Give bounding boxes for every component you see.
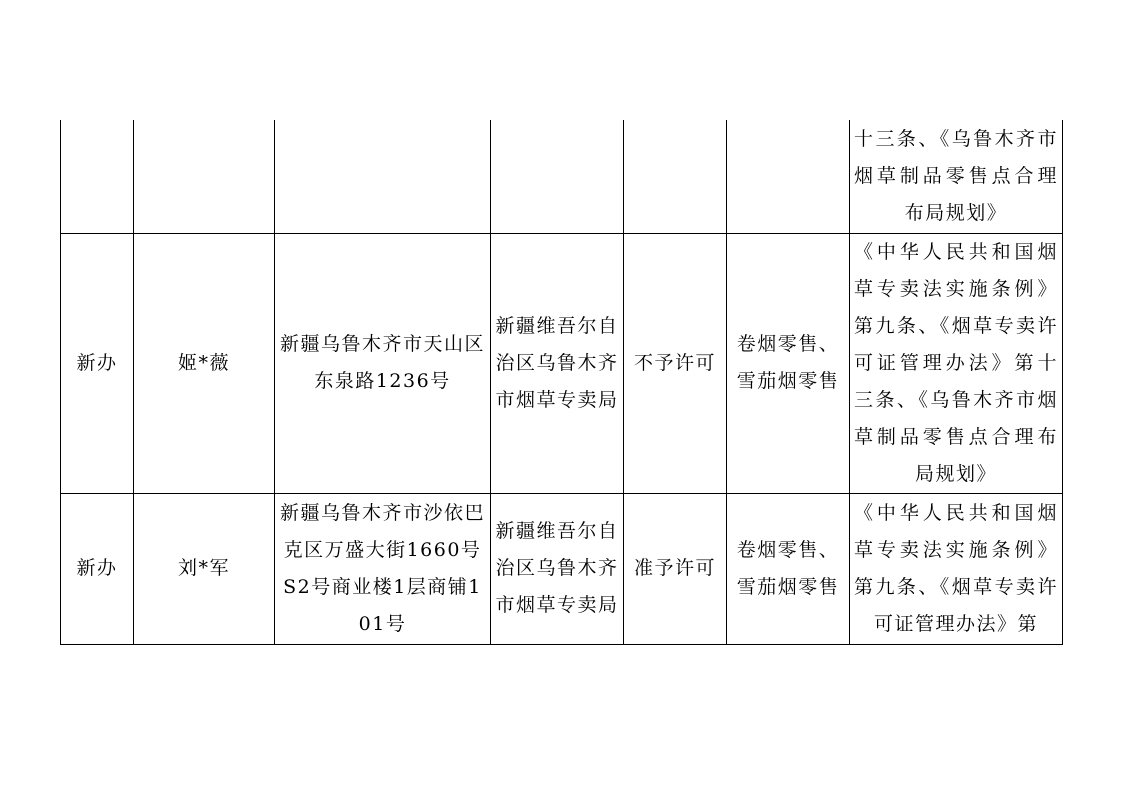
cell-scope: 卷烟零售、雪茄烟零售 [727, 493, 850, 644]
cell-name: 姬*薇 [134, 233, 275, 493]
license-decision-table [60, 120, 1063, 645]
cell-scope: 卷烟零售、雪茄烟零售 [727, 233, 850, 493]
cell-authority: 新疆维吾尔自治区乌鲁木齐市烟草专卖局 [491, 233, 624, 493]
table-row [61, 493, 1063, 644]
cell-type: 新办 [61, 233, 134, 493]
cell-basis: 《中华人民共和国烟草专卖法实施条例》第九条、《烟草专卖许可证管理办法》第十三条、《乌鲁木齐市烟草制品零售点合理布局规划》 [850, 233, 1063, 493]
cell-result [624, 120, 727, 233]
table-row [61, 120, 1063, 233]
cell-type: 新办 [61, 493, 134, 644]
cell-basis: 《中华人民共和国烟草专卖法实施条例》第九条、《烟草专卖许可证管理办法》第 [850, 493, 1063, 644]
table-row [61, 233, 1063, 493]
cell-name [134, 120, 275, 233]
cell-address: 新疆乌鲁木齐市沙依巴克区万盛大街1660号S2号商业楼1层商铺101号 [275, 493, 491, 644]
cell-scope [727, 120, 850, 233]
cell-address: 新疆乌鲁木齐市天山区东泉路1236号 [275, 233, 491, 493]
cell-basis: 十三条、《乌鲁木齐市烟草制品零售点合理布局规划》 [850, 120, 1063, 233]
cell-result: 准予许可 [624, 493, 727, 644]
cell-result: 不予许可 [624, 233, 727, 493]
cell-address [275, 120, 491, 233]
cell-type [61, 120, 134, 233]
cell-name: 刘*军 [134, 493, 275, 644]
cell-authority: 新疆维吾尔自治区乌鲁木齐市烟草专卖局 [491, 493, 624, 644]
cell-authority [491, 120, 624, 233]
